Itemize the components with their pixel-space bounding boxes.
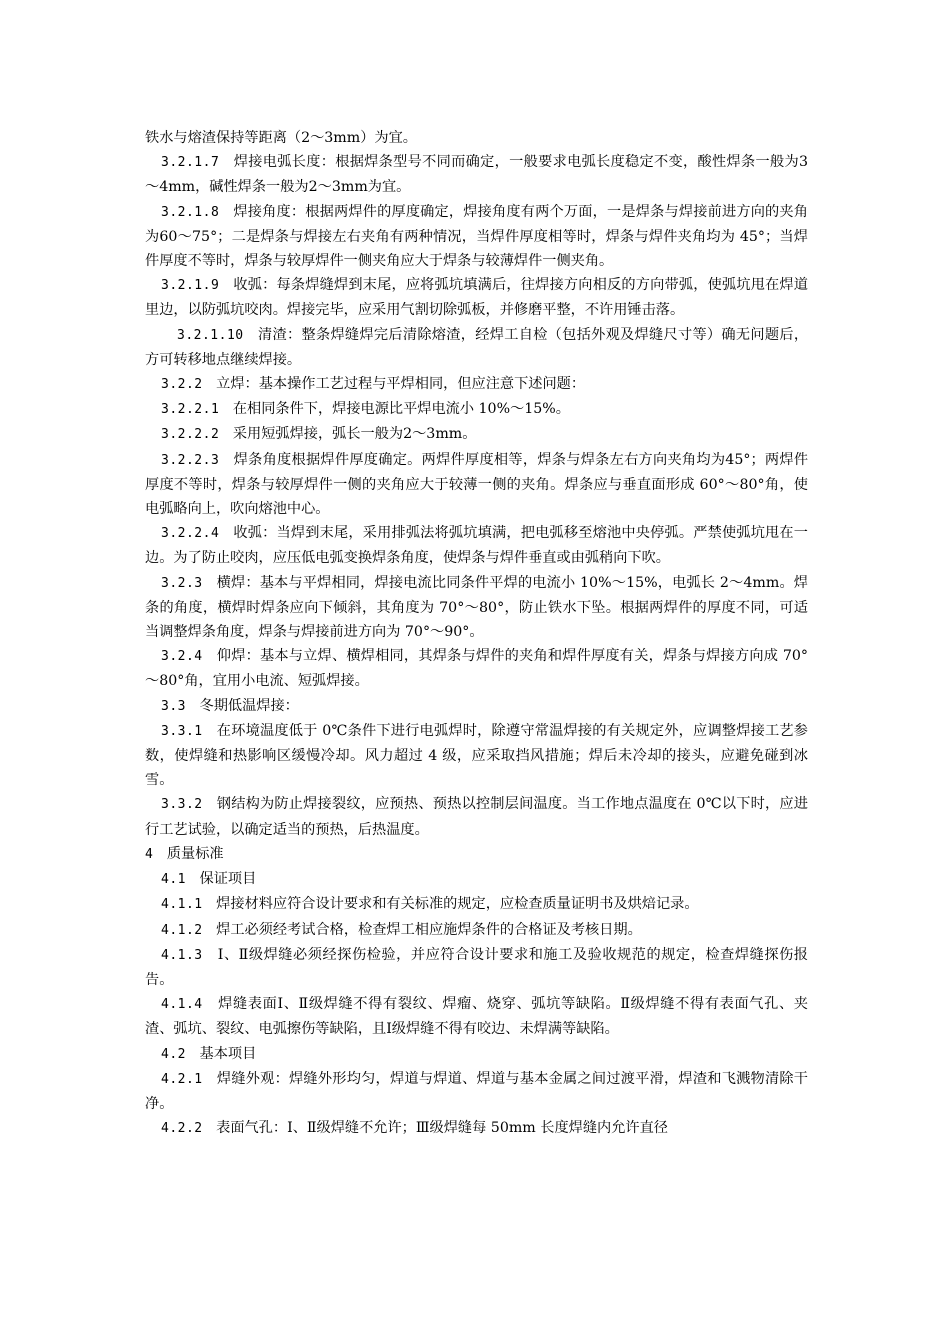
- paragraph-text: 收弧：每条焊缝焊到末尾，应将弧坑填满后，往焊接方向相反的方向带弧，使弧坑甩在焊道里边，以防弧坑咬肉。焊接完毕，应采用气割切除弧板，并修磨平整，不许用锤击落。: [145, 277, 808, 319]
- paragraph: [145, 992, 808, 1041]
- clause-number: 4.1: [161, 872, 186, 888]
- paragraph-text: 焊工必须经考试合格，检查焊工相应施焊条件的合格证及考核日期。: [216, 921, 642, 938]
- clause-number: 3.2.3: [161, 575, 203, 591]
- paragraph: [145, 150, 808, 199]
- paragraph-text: 焊接角度：根据两焊件的厚度确定，焊接角度有两个万面，一是焊条与焊接前进方向的夹角为60～75°；二是焊条与焊接左右夹角有两种情况，当焊件厚度相等时，焊条与焊件夹角均为 45°；当焊件厚度不等时，焊条与较厚焊件一侧夹角应大于焊条与较薄焊件一侧夹角。: [145, 203, 808, 270]
- paragraph-text: Ⅰ、Ⅱ级焊缝必须经探伤检验，并应符合设计要求和施工及验收规范的规定，检查焊缝探伤报告。: [145, 946, 808, 988]
- clause-number: 3.2.1.9: [161, 278, 220, 294]
- clause-number: 3.2.2.3: [161, 452, 220, 468]
- paragraph-text: 基本项目: [199, 1045, 257, 1062]
- clause-number: 4.2: [161, 1046, 186, 1062]
- clause-number: 3.2.1.8: [161, 204, 220, 220]
- clause-number: 3.2.2.2: [161, 427, 220, 443]
- paragraph: [145, 397, 808, 422]
- document-page: [145, 126, 808, 1141]
- paragraph: [145, 1116, 808, 1141]
- clause-number: 3.3.2: [161, 797, 203, 813]
- paragraph: [145, 918, 808, 943]
- clause-number: 3.3.1: [161, 723, 203, 739]
- clause-number: 3.2.2.1: [161, 402, 220, 418]
- paragraph-text: 焊接电弧长度：根据焊条型号不同而确定，一般要求电弧长度稳定不变，酸性焊条一般为3～4mm，碱性焊条一般为2～3mm为宜。: [145, 154, 809, 196]
- clause-number: 3.2.4: [161, 649, 203, 665]
- clause-number: 4.1.3: [161, 947, 203, 963]
- clause-number: 4.2.2: [161, 1121, 203, 1137]
- paragraph-text: 表面气孔：Ⅰ、Ⅱ级焊缝不允许；Ⅲ级焊缝每 50mm 长度焊缝内允许直径: [216, 1120, 668, 1137]
- paragraph-text: 质量标准: [166, 845, 224, 862]
- paragraph: [145, 1067, 808, 1116]
- clause-number: 3.2.1.10: [177, 327, 244, 343]
- paragraph: [145, 571, 808, 645]
- paragraph-text: 收弧：当焊到末尾，采用排弧法将弧坑填满，把电弧移至熔池中央停弧。严禁使弧坑甩在一边。为了防止咬肉，应压低电弧变换焊条角度，使焊条与焊件垂直或由弧稍向下吹。: [145, 525, 808, 567]
- section-heading: [145, 842, 808, 867]
- paragraph-text: 仰焊：基本与立焊、横焊相同，其焊条与焊件的夹角和焊件厚度有关，焊条与焊接方向成 70°～80°角，宜用小电流、短弧焊接。: [145, 648, 808, 690]
- paragraph: [145, 422, 808, 447]
- paragraph: [145, 694, 808, 719]
- paragraph-text: 采用短弧焊接，弧长一般为2～3mm。: [232, 426, 477, 443]
- clause-number: 4.1.2: [161, 922, 203, 938]
- paragraph-text: 在相同条件下，焊接电源比平焊电流小 10%～15%。: [232, 401, 570, 418]
- paragraph-text: 保证项目: [199, 871, 257, 888]
- clause-number: 4: [145, 846, 154, 862]
- paragraph: [145, 323, 808, 372]
- paragraph-text: 钢结构为防止焊接裂纹，应预热、预热以控制层间温度。当工作地点温度在 0℃以下时，应进行工艺试验，以确定适当的预热，后热温度。: [145, 796, 808, 838]
- clause-number: 4.1.1: [161, 897, 203, 913]
- paragraph: [145, 644, 808, 693]
- paragraph: [145, 448, 808, 522]
- paragraph-text: 铁水与熔渣保持等距离（2～3mm）为宜。: [145, 130, 417, 146]
- paragraph: [145, 1042, 808, 1067]
- paragraph: [145, 792, 808, 841]
- paragraph: [145, 867, 808, 892]
- paragraph-text: 冬期低温焊接：: [199, 697, 299, 714]
- paragraph: [145, 719, 808, 793]
- paragraph: [145, 521, 808, 570]
- clause-number: 3.2.1.7: [161, 155, 220, 171]
- paragraph-text: 焊缝外观：焊缝外形均匀，焊道与焊道、焊道与基本金属之间过渡平滑，焊渣和飞溅物清除干净。: [145, 1070, 808, 1112]
- paragraph-text: 焊条角度根据焊件厚度确定。两焊件厚度相等，焊条与焊条左右方向夹角均为45°；两焊件厚度不等时，焊条与较厚焊件一侧的夹角应大于较薄一侧的夹角。焊条应与垂直面形成 60°～80°角，使电弧略向上，吹向熔池中心。: [145, 451, 809, 518]
- paragraph-text: 立焊：基本操作工艺过程与平焊相同，但应注意下述问题：: [216, 376, 586, 393]
- paragraph: [145, 126, 808, 150]
- paragraph: [145, 892, 808, 917]
- paragraph: [145, 372, 808, 397]
- paragraph-text: 焊接材料应符合设计要求和有关标准的规定，应检查质量证明书及烘焙记录。: [216, 896, 699, 913]
- clause-number: 3.3: [161, 698, 186, 714]
- clause-number: 3.2.2: [161, 377, 203, 393]
- paragraph-text: 焊缝表面Ⅰ、Ⅱ级焊缝不得有裂纹、焊瘤、烧穿、弧坑等缺陷。Ⅱ级焊缝不得有表面气孔、夹渣、弧坑、裂纹、电弧擦伤等缺陷，且Ⅰ级焊缝不得有咬边、未焊满等缺陷。: [145, 996, 808, 1038]
- paragraph-text: 清渣：整条焊缝焊完后清除熔渣，经焊工自检（包括外观及焊缝尺寸等）确无问题后，方可转移地点继续焊接。: [145, 326, 809, 368]
- paragraph: [145, 273, 808, 322]
- clause-number: 4.2.1: [161, 1071, 203, 1087]
- clause-number: 4.1.4: [161, 997, 203, 1013]
- clause-number: 3.2.2.4: [161, 526, 220, 542]
- paragraph: [145, 943, 808, 992]
- paragraph: [145, 200, 808, 274]
- paragraph-text: 在环境温度低于 0℃条件下进行电弧焊时，除遵守常温焊接的有关规定外，应调整焊接工艺参数，使焊缝和热影响区缓慢冷却。风力超过 4 级，应采取挡风措施；焊后未冷却的接头，应避免碰到冰雪。: [145, 722, 808, 789]
- paragraph-text: 横焊：基本与平焊相同，焊接电流比同条件平焊的电流小 10%～15%，电弧长 2～4mm。焊条的角度，横焊时焊条应向下倾斜，其角度为 70°～80°，防止铁水下坠。根据两焊件的厚度不同，可适当调整焊条角度，焊条与焊接前进方向为 70°～90°。: [145, 574, 808, 641]
